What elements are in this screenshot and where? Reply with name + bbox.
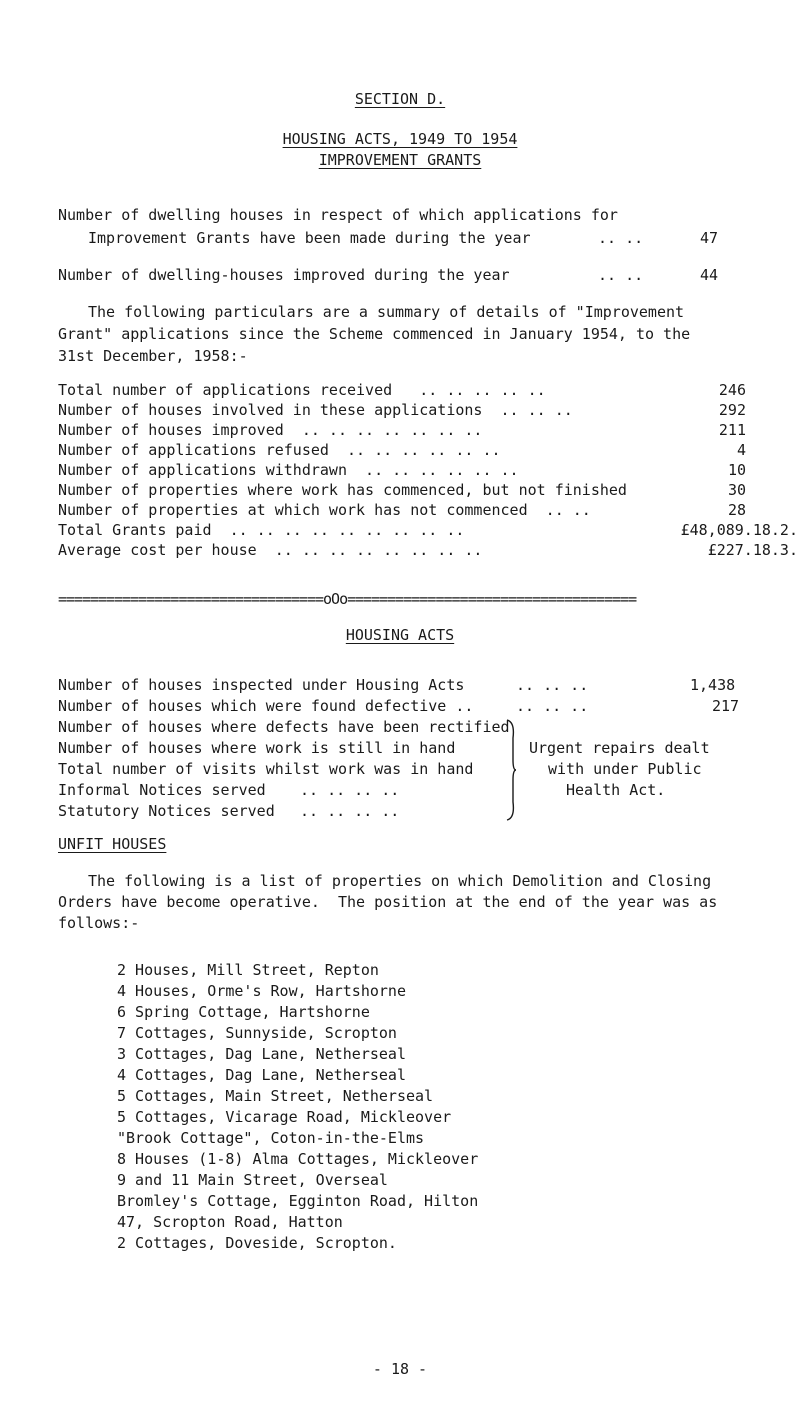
bracket-note-line-2: with under Public: [548, 760, 702, 778]
list-item: 6 Spring Cottage, Hartshorne: [117, 1003, 370, 1021]
list-item: 2 Houses, Mill Street, Repton: [117, 961, 379, 979]
inspected-label: Number of houses inspected under Housing Acts: [58, 676, 465, 694]
section-title: SECTION D.: [354, 90, 446, 108]
stat-row: [58, 541, 798, 561]
informal-notices-dots: .. .. .. ..: [300, 781, 400, 799]
rectified-label: Number of houses where defects have been rectified: [58, 718, 510, 736]
inspected-dots: .. .. ..: [516, 676, 589, 694]
stat-label: Number of applications withdrawn .. .. .. .. .. ..: [58, 461, 519, 479]
page-number: - 18 -: [372, 1360, 428, 1378]
applications-line-2: Improvement Grants have been made during the year: [88, 229, 531, 247]
informal-notices-label: Informal Notices served: [58, 781, 266, 799]
stat-value: 211: [718, 421, 746, 439]
stat-row: [58, 481, 798, 501]
stat-label: Number of properties at which work has not commenced .. ..: [58, 501, 591, 519]
unfit-intro-line-1: The following is a list of properties on which Demolition and Closing: [88, 872, 712, 890]
stat-value: 30: [727, 481, 746, 499]
stat-label: Number of applications refused .. .. .. .. .. ..: [58, 441, 501, 459]
list-item: 4 Houses, Orme's Row, Hartshorne: [117, 982, 406, 1000]
stat-label: Total Grants paid .. .. .. .. .. .. .. .. ..: [58, 521, 465, 539]
stat-value: 28: [727, 501, 746, 519]
list-item: 3 Cottages, Dag Lane, Netherseal: [117, 1045, 406, 1063]
defective-dots: .. .. ..: [516, 697, 589, 715]
list-item: 47, Scropton Road, Hatton: [117, 1213, 343, 1231]
list-item: 8 Houses (1-8) Alma Cottages, Mickleover: [117, 1150, 479, 1168]
heading-unfit-houses: UNFIT HOUSES: [58, 835, 167, 853]
stat-row: [58, 401, 798, 421]
right-bracket: [505, 718, 517, 822]
stat-row: [58, 461, 798, 481]
stat-row: [58, 441, 798, 461]
list-item: 5 Cottages, Main Street, Netherseal: [117, 1087, 434, 1105]
inspected-value: 1,438: [690, 676, 736, 694]
stat-value: 292: [718, 401, 746, 419]
applications-line-1: Number of dwelling houses in respect of which applications for: [58, 206, 618, 224]
summary-line-1: The following particulars are a summary of details of "Improvement: [88, 303, 685, 321]
stat-label: Average cost per house .. .. .. .. .. .. .. ..: [58, 541, 483, 559]
summary-line-2: Grant" applications since the Scheme commenced in January 1954, to the: [58, 325, 691, 343]
stat-value: 10: [727, 461, 746, 479]
stat-value: £48,089.18.2.: [680, 521, 798, 539]
applications-value: 47: [700, 229, 719, 247]
list-item: 7 Cottages, Sunnyside, Scropton: [117, 1024, 397, 1042]
summary-line-3: 31st December, 1958:-: [58, 347, 248, 365]
stat-label: Number of properties where work has commenced, but not finished: [58, 481, 627, 499]
stat-row: [58, 501, 798, 521]
stat-row: [58, 521, 798, 541]
defective-value: 217: [712, 697, 740, 715]
stat-label: Number of houses improved .. .. .. .. .. .. ..: [58, 421, 483, 439]
stat-value: 246: [718, 381, 746, 399]
statutory-notices-label: Statutory Notices served: [58, 802, 275, 820]
list-item: 2 Cottages, Doveside, Scropton.: [117, 1234, 397, 1252]
improved-label: Number of dwelling-houses improved during the year: [58, 266, 510, 284]
stat-label: Total number of applications received .. .. .. .. ..: [58, 381, 546, 399]
heading-housing-acts: HOUSING ACTS: [345, 626, 455, 644]
in-hand-label: Number of houses where work is still in hand: [58, 739, 456, 757]
heading-housing-acts-1949: HOUSING ACTS, 1949 TO 1954: [282, 130, 518, 148]
bracket-note-line-1: Urgent repairs dealt: [529, 739, 710, 757]
unfit-intro-line-2: Orders have become operative. The position at the end of the year was as: [58, 893, 718, 911]
list-item: 5 Cottages, Vicarage Road, Mickleover: [117, 1108, 452, 1126]
stat-row: [58, 421, 798, 441]
stat-label: Number of houses involved in these applications .. .. ..: [58, 401, 573, 419]
improved-value: 44: [700, 266, 719, 284]
section-separator: =================================oOo====================================: [58, 590, 637, 608]
bracket-note-line-3: Health Act.: [566, 781, 666, 799]
unfit-intro-line-3: follows:-: [58, 914, 140, 932]
stat-row: [58, 381, 798, 401]
applications-dots: .. ..: [598, 229, 644, 247]
heading-improvement-grants: IMPROVEMENT GRANTS: [318, 151, 482, 169]
list-item: 9 and 11 Main Street, Overseal: [117, 1171, 388, 1189]
statutory-notices-dots: .. .. .. ..: [300, 802, 400, 820]
stat-value: £227.18.3.: [707, 541, 798, 559]
visits-label: Total number of visits whilst work was in hand: [58, 760, 474, 778]
list-item: "Brook Cottage", Coton-in-the-Elms: [117, 1129, 425, 1147]
defective-label: Number of houses which were found defective ..: [58, 697, 474, 715]
stat-value: 4: [736, 441, 746, 459]
list-item: Bromley's Cottage, Egginton Road, Hilton: [117, 1192, 479, 1210]
improved-dots: .. ..: [598, 266, 644, 284]
list-item: 4 Cottages, Dag Lane, Netherseal: [117, 1066, 406, 1084]
